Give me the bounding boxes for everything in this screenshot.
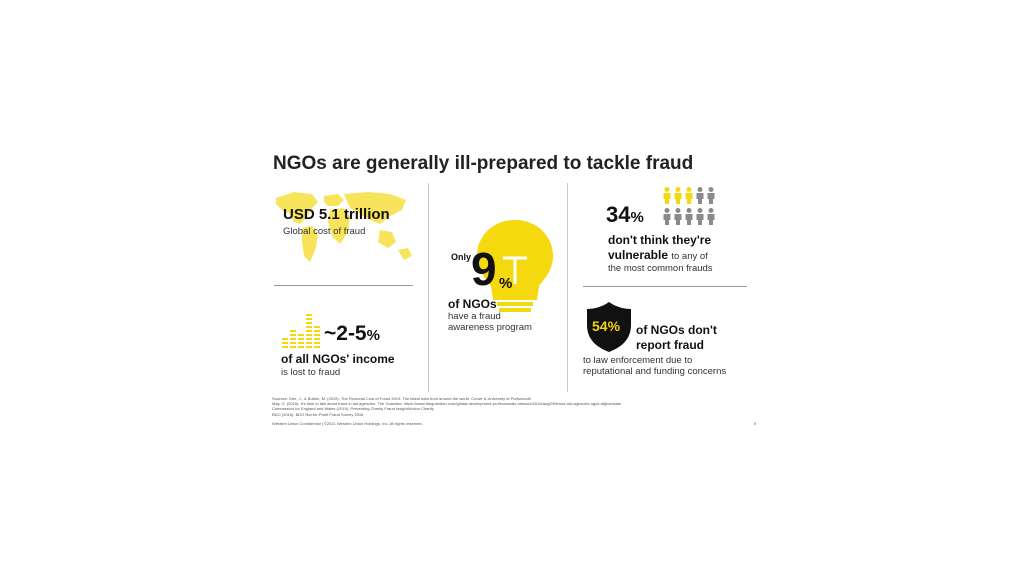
awareness-bold-label: of NGOs [448,297,497,311]
slide-title: NGOs are generally ill-prepared to tackle fraud [273,153,694,174]
report-label-line2: reputational and funding concerns [583,366,727,377]
row-divider-left [274,285,413,286]
sources-block [272,396,752,417]
vulnerable-number: 34 [606,202,631,227]
source-line: Sources: Gee, J., & Button, M. (2019). The Financial Cost of Fraud 2019: The latest data from around the world. Crowe & University of Portsmouth [272,396,532,401]
source-line: BDO (2016). BDO Not-for-Profit Fraud Survey 2016 [272,411,364,417]
vulnerable-bold-line2: vulnerable [608,248,669,262]
footer-text: Western Union Confidential | ©2021 Western Union Holdings, Inc. All rights reserved. [272,421,423,426]
vulnerable-unit: % [630,209,644,226]
awareness-prefix: Only [451,252,472,262]
report-label-line1: to law enforcement due to [583,355,693,366]
global-cost-label: Global cost of fraud [283,226,366,237]
awareness-label-line2: awareness program [448,322,532,333]
row-divider-right [583,286,747,287]
vulnerable-value [606,202,644,228]
awareness-value: 9 [471,243,497,295]
page-number: 9 [754,421,757,426]
source-line: Commission for England and Wales (2019). Preventing Charity Fraud Insight/Action Charity [272,406,434,412]
report-badge: 54% [592,318,621,334]
global-cost-value: USD 5.1 trillion [283,206,390,223]
source-line[interactable]: May, G. (2016). It's time to talk about fraud in aid agencies. The Guardian. https://www.theguardian.com/global-development-professionals-network/2016/aug/29/fraud-aid-agencies-ngos-afghanistan [272,401,622,407]
report-bold-line2: report fraud [636,338,705,352]
column-divider-right [567,183,568,392]
people-group-icon [663,187,717,232]
vulnerable-bold-line1: don't think they're [608,233,712,247]
vulnerable-line2 [608,248,708,262]
column-divider-left [428,183,429,392]
vulnerable-label-inline: to any of [671,251,708,262]
income-lost-number: ~2-5 [324,322,367,345]
income-lost-value [324,322,380,346]
bar-levels-icon [282,312,322,353]
income-lost-bold-label: of all NGOs' income [281,352,395,366]
income-lost-unit: % [366,327,380,344]
awareness-label-line1: have a fraud [448,311,501,322]
awareness-unit: % [499,275,513,292]
report-bold-line1: of NGOs don't [636,323,717,337]
vulnerable-label-line2: the most common frauds [608,263,713,274]
income-lost-label: is lost to fraud [281,367,341,378]
